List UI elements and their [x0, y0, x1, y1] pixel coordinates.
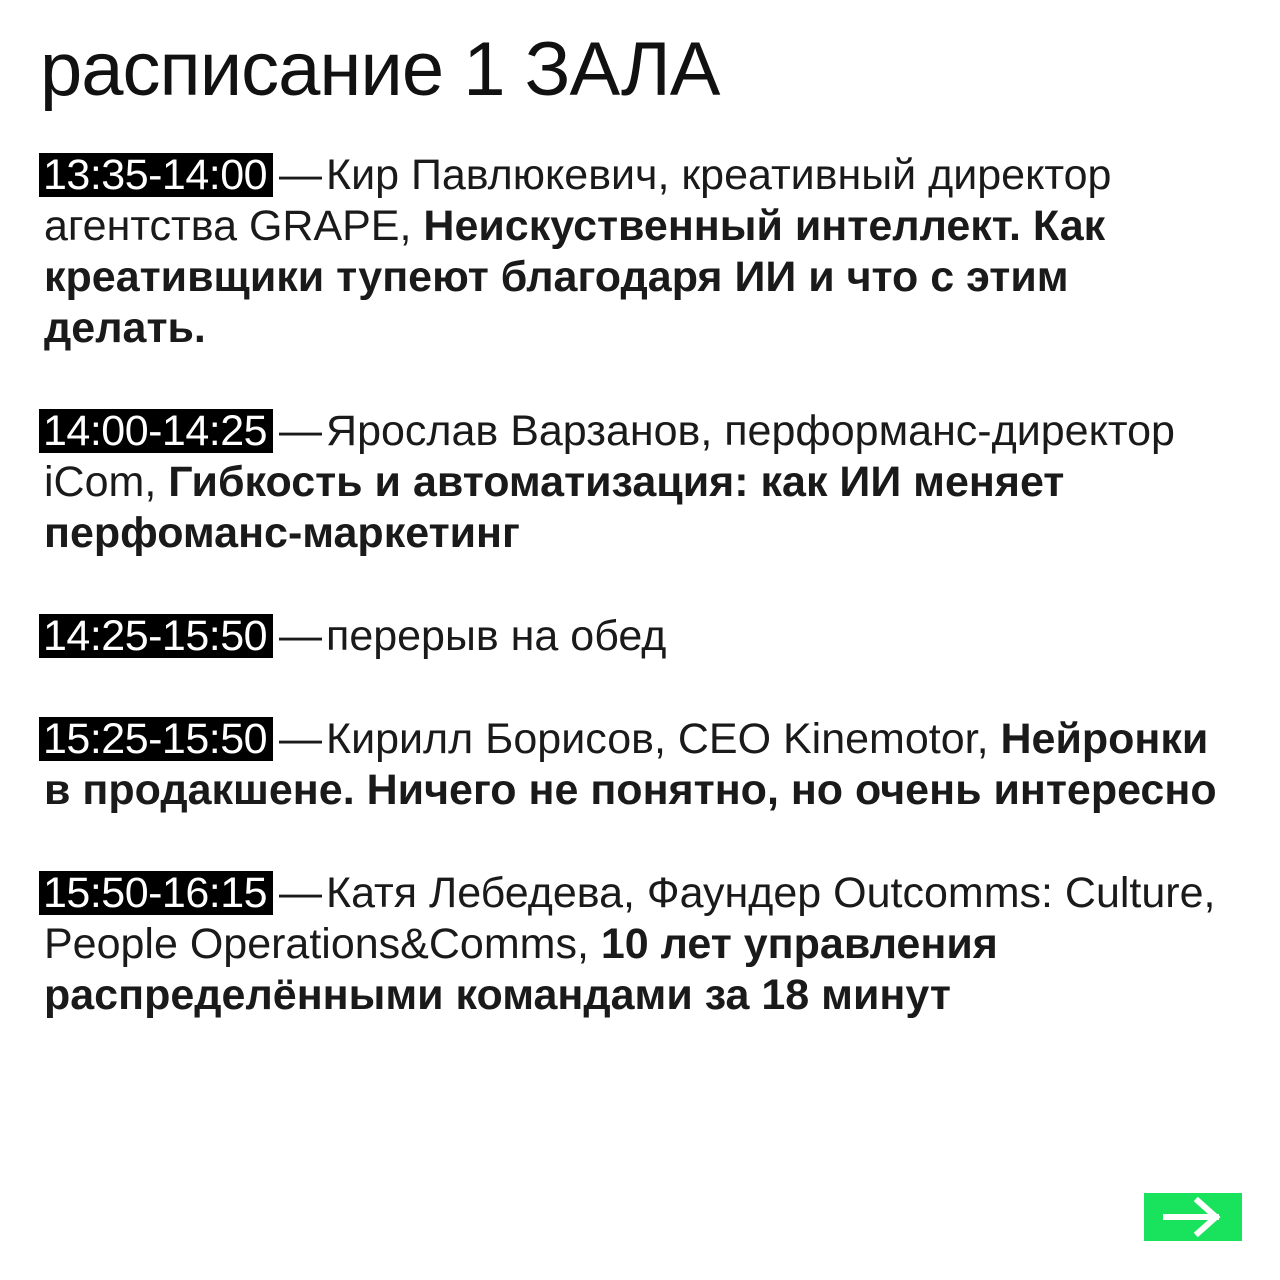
- talk-title: 10 лет управления распределёнными командами за 18 минут: [44, 920, 998, 1019]
- dash: —: [279, 407, 323, 455]
- speaker-info: Кирилл Борисов, CEO Kinemotor,: [326, 715, 989, 763]
- speaker-info: Катя Лебедева, Фаундер Outcomms: Culture, People Operations&Comms,: [44, 869, 1216, 968]
- next-slide-button[interactable]: [1144, 1193, 1242, 1241]
- talk-title: Неискуственный интеллект. Как креативщики тупеют благодаря ИИ и что с этим делать.: [44, 202, 1106, 352]
- schedule-entry: [44, 150, 1224, 354]
- schedule-entry: [44, 868, 1224, 1021]
- time-badge: 14:00-14:25: [39, 409, 273, 453]
- dash: —: [279, 869, 323, 917]
- page-title: расписание 1 ЗАЛА: [40, 27, 720, 112]
- dash: —: [279, 612, 323, 660]
- dash: —: [279, 151, 323, 199]
- break-label: перерыв на обед: [326, 612, 667, 660]
- schedule-list: [44, 150, 1224, 1021]
- arrow-right-icon: [1162, 1197, 1224, 1237]
- time-badge: 14:25-15:50: [39, 614, 273, 658]
- dash: —: [279, 715, 323, 763]
- speaker-info: Кир Павлюкевич, креативный директор агентства GRAPE,: [44, 151, 1112, 250]
- time-badge: 13:35-14:00: [39, 153, 273, 197]
- time-badge: 15:50-16:15: [39, 871, 273, 915]
- schedule-entry: [44, 714, 1224, 816]
- speaker-info: Ярослав Варзанов, перформанс-директор iCom,: [44, 407, 1175, 506]
- time-badge: 15:25-15:50: [39, 717, 273, 761]
- schedule-entry: [44, 406, 1224, 559]
- talk-title: Гибкость и автоматизация: как ИИ меняет перфоманс-маркетинг: [44, 458, 1065, 557]
- talk-title: Нейронки в продакшене. Ничего не понятно, но очень интересно: [44, 715, 1217, 814]
- schedule-entry: [44, 611, 1224, 662]
